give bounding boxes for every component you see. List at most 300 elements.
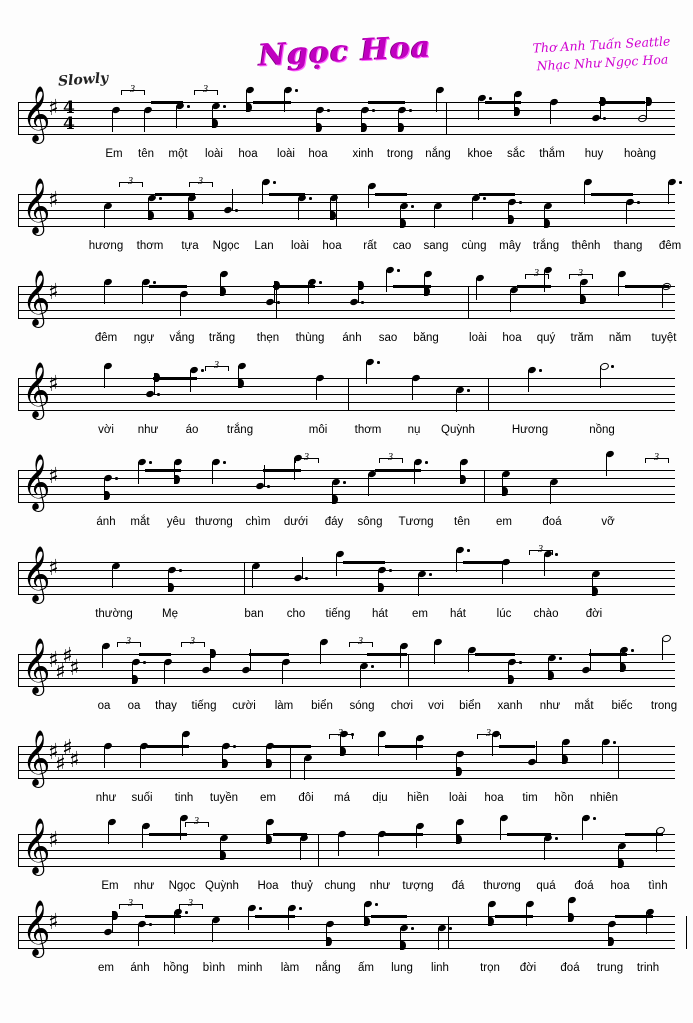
beam [368, 101, 405, 104]
staff-line [18, 594, 675, 595]
eighth-flag [618, 859, 624, 868]
augmentation-dot [377, 361, 380, 364]
note-stem [304, 758, 305, 780]
lyric-syllable: tim [522, 792, 538, 804]
lyric-syllable: hiền [407, 792, 429, 804]
note-stem [436, 90, 437, 112]
beam [475, 653, 515, 656]
eighth-flag [620, 663, 626, 672]
lyric-syllable: trăng [208, 332, 236, 344]
staff-system [18, 544, 675, 620]
beam [343, 561, 385, 564]
tuplet-marking: 3 [126, 636, 131, 647]
key-signature-sharp: ♯ [62, 736, 73, 761]
lyric-syllable: quá [536, 880, 556, 892]
lyric-syllable: Em [101, 880, 119, 892]
treble-clef-icon: 𝄞 [22, 454, 51, 510]
eighth-flag [220, 287, 226, 296]
augmentation-dot [157, 393, 160, 396]
augmentation-dot [555, 553, 558, 556]
key-signature-sharp: ♯ [48, 280, 59, 305]
augmentation-dot [389, 569, 392, 572]
treble-clef-icon: 𝄞 [22, 818, 51, 874]
note-stem [104, 282, 105, 304]
eighth-flag [148, 211, 154, 220]
augmentation-dot [425, 461, 428, 464]
staff [18, 816, 675, 874]
staff-line [18, 118, 675, 119]
key-signature-sharp: ♯ [48, 464, 59, 489]
note-stem [438, 928, 439, 950]
note-stem [144, 110, 145, 132]
augmentation-dot [309, 197, 312, 200]
staff-line [18, 578, 675, 579]
lyric-syllable: oa [127, 700, 141, 712]
lyric-line [18, 332, 675, 348]
note-stem [282, 662, 283, 684]
augmentation-dot [223, 461, 226, 464]
barline [448, 916, 449, 949]
lyric-syllable: Em [105, 148, 123, 160]
lyric-syllable: thang [613, 240, 643, 252]
lyric-syllable: hoa [610, 880, 630, 892]
staff-line [18, 842, 675, 843]
lyric-syllable: tình [648, 880, 668, 892]
staff-line [18, 486, 675, 487]
lyric-syllable: đá [451, 880, 465, 892]
beam [367, 653, 407, 656]
augmentation-dot [593, 817, 596, 820]
eighth-flag [246, 103, 252, 112]
eighth-flag [378, 583, 384, 592]
lyric-syllable: thơm [136, 240, 164, 252]
note-stem [316, 378, 317, 400]
lyric-syllable: vắng [169, 332, 195, 344]
eighth-flag [456, 767, 462, 776]
lyric-syllable: như [369, 880, 391, 892]
lyric-syllable: thơm [354, 424, 382, 436]
lyric-syllable: lúc [496, 608, 512, 620]
lyric-syllable: chơi [390, 700, 414, 712]
eighth-flag [332, 495, 338, 504]
lyric-syllable: trắng [532, 240, 560, 252]
note-stem [476, 278, 477, 300]
treble-clef-icon: 𝄞 [22, 362, 51, 418]
key-signature-sharp: ♯ [48, 648, 59, 673]
beam [149, 833, 187, 836]
beam [499, 745, 535, 748]
staff-line [18, 202, 675, 203]
eighth-flag [400, 219, 406, 228]
lyric-syllable: nắng [315, 962, 341, 974]
tuplet-marking: 3 [128, 176, 133, 187]
lyric-syllable: băng [413, 332, 439, 344]
lyric-syllable: mắt [574, 700, 594, 712]
note-stem [550, 102, 551, 124]
note-stem [626, 202, 627, 224]
lyric-syllable: thuỷ [291, 880, 313, 892]
key-signature-sharp: ♯ [48, 372, 59, 397]
augmentation-dot [259, 907, 262, 910]
lyric-syllable: Mẹ [162, 608, 178, 620]
lyric-syllable: trong [386, 148, 414, 160]
lyric-syllable: xanh [497, 700, 523, 712]
lyric-syllable: hoa [308, 148, 328, 160]
eighth-flag [361, 123, 367, 132]
tuplet-marking: 3 [338, 728, 343, 739]
augmentation-dot [555, 837, 558, 840]
eighth-flag [508, 215, 514, 224]
lyric-syllable: vời [98, 424, 114, 436]
staff-line [18, 924, 675, 925]
augmentation-dot [201, 369, 204, 372]
lyric-syllable: tuyệt [651, 332, 677, 344]
augmentation-dot [233, 745, 236, 748]
lyric-syllable: làm [274, 700, 294, 712]
augmentation-dot [539, 369, 542, 372]
lyric-syllable: năm [608, 332, 632, 344]
lyric-syllable: xinh [352, 148, 374, 160]
eighth-flag [358, 281, 364, 290]
augmentation-dot [613, 741, 616, 744]
augmentation-dot [411, 927, 414, 930]
augmentation-dot [679, 181, 682, 184]
eighth-flag [562, 755, 568, 764]
note-stem [550, 482, 551, 504]
tempo-marking: Slowly [57, 70, 109, 90]
eighth-flag [212, 119, 218, 128]
augmentation-dot [519, 201, 522, 204]
barline [484, 470, 485, 503]
eighth-flag [222, 759, 228, 768]
lyric-syllable: đêm [94, 332, 118, 344]
lyric-syllable: trong [650, 700, 678, 712]
lyric-syllable: sao [378, 332, 398, 344]
lyric-syllable: đời [519, 962, 537, 974]
augmentation-dot [299, 907, 302, 910]
lyric-line [18, 240, 682, 256]
augmentation-dot [449, 927, 452, 930]
tuplet-bracket [205, 366, 229, 371]
augmentation-dot [375, 903, 378, 906]
lyric-syllable: má [334, 792, 350, 804]
lyric-syllable: quý [536, 332, 556, 344]
eighth-flag [398, 123, 404, 132]
lyric-syllable: cười [232, 700, 256, 712]
barline [244, 562, 245, 595]
lyric-syllable: chung [324, 880, 356, 892]
staff-line [18, 494, 675, 495]
lyric-syllable: ánh [96, 516, 116, 528]
lyric-syllable: minh [237, 962, 263, 974]
note-stem [104, 206, 105, 228]
tuplet-bracket [181, 642, 205, 647]
lyric-syllable: biển [311, 700, 333, 712]
note-stem [528, 370, 529, 392]
tuplet-bracket [117, 642, 141, 647]
eighth-flag [364, 917, 370, 926]
beam [371, 915, 407, 918]
lyric-syllable: hoa [322, 240, 342, 252]
beam [625, 285, 669, 288]
note-stem [104, 366, 105, 388]
staff-line [18, 754, 675, 755]
note-stem [360, 666, 361, 688]
note-stem [584, 182, 585, 204]
lyric-syllable: Hương [511, 424, 549, 436]
note-stem [434, 206, 435, 228]
note-stem [412, 378, 413, 400]
note-stem [618, 274, 619, 296]
treble-clef-icon: 𝄞 [22, 546, 51, 602]
augmentation-dot [273, 181, 276, 184]
lyric-line [18, 700, 678, 716]
key-signature-sharp: ♯ [69, 748, 80, 773]
beam [385, 745, 423, 748]
note-stem [544, 838, 545, 860]
lyric-syllable: hồn [554, 792, 574, 804]
lyric-syllable: đời [585, 608, 603, 620]
eighth-flag [456, 835, 462, 844]
augmentation-dot [489, 97, 492, 100]
lyric-syllable: biếc [611, 700, 633, 712]
tuplet-bracket [349, 642, 373, 647]
tuplet-marking: 3 [486, 728, 491, 739]
note-stem [142, 282, 143, 304]
eighth-flag [400, 941, 406, 950]
credit-composer: Nhạc Như Ngọc Hoa [536, 51, 669, 74]
beam [255, 915, 295, 918]
barline [18, 102, 19, 135]
eighth-flag [424, 287, 430, 296]
staff-system [18, 268, 677, 344]
augmentation-dot [223, 105, 226, 108]
note-stem [112, 566, 113, 588]
note-stem [456, 550, 457, 572]
augmentation-dot [519, 661, 522, 664]
note-stem [582, 818, 583, 840]
staff-line [18, 294, 675, 295]
lyric-syllable: hoa [502, 332, 522, 344]
lyric-syllable: sóng [349, 700, 375, 712]
tuplet-marking: 3 [190, 636, 195, 647]
lyric-syllable: sắc [507, 148, 525, 160]
staff-line [18, 310, 675, 311]
time-signature [63, 100, 75, 132]
staff [18, 728, 675, 786]
augmentation-dot [267, 485, 270, 488]
staff-line [18, 134, 675, 135]
beam [625, 833, 663, 836]
note-stem [600, 366, 601, 388]
staff-line [18, 378, 675, 379]
note-stem [536, 741, 537, 763]
lyric-syllable: huy [584, 148, 604, 160]
lyric-syllable: sang [423, 240, 449, 252]
key-signature-sharp: ♯ [48, 828, 59, 853]
lyric-syllable: thường [95, 608, 133, 620]
augmentation-dot [149, 923, 152, 926]
lyric-syllable: nắng [425, 148, 451, 160]
key-signature-sharp: ♯ [48, 910, 59, 935]
time-signature-numerator: 4 [63, 98, 75, 118]
lyric-syllable: thắm [539, 148, 565, 160]
eighth-flag [514, 107, 520, 116]
lyric-syllable: thùng [295, 332, 325, 344]
augmentation-dot [483, 197, 486, 200]
lyric-syllable: loài [469, 332, 487, 344]
note-stem [248, 908, 249, 930]
lyric-line [18, 608, 675, 624]
note-stem [510, 290, 511, 312]
tuplet-bracket [119, 182, 143, 187]
beam [273, 833, 307, 836]
staff [18, 268, 675, 326]
lyric-syllable: bình [202, 962, 226, 974]
beam [269, 193, 305, 196]
tuplet-marking: 3 [388, 452, 393, 463]
lyric-syllable: áo [185, 424, 199, 436]
barline [290, 746, 291, 779]
staff-line [18, 402, 675, 403]
staff-line [18, 502, 675, 503]
note-stem [102, 646, 103, 668]
eighth-flag [168, 583, 174, 592]
tuplet-marking: 3 [198, 176, 203, 187]
beam [463, 561, 509, 564]
treble-clef-icon: 𝄞 [22, 178, 51, 234]
barline [18, 470, 19, 503]
lyric-syllable: trắng [226, 424, 254, 436]
augmentation-dot [429, 573, 432, 576]
augmentation-dot [409, 109, 412, 112]
lyric-syllable: như [137, 424, 159, 436]
beam [615, 915, 653, 918]
staff-line [18, 834, 675, 835]
augmentation-dot [559, 657, 562, 660]
staff-line [18, 940, 675, 941]
tuplet-marking: 3 [578, 268, 583, 279]
augmentation-dot [603, 117, 606, 120]
lyric-syllable: khoe [467, 148, 493, 160]
augmentation-dot [411, 205, 414, 208]
beam [375, 193, 407, 196]
key-signature-sharp: ♯ [48, 188, 59, 213]
lyric-syllable: dịu [372, 792, 388, 804]
beam [517, 285, 551, 288]
lyric-syllable: cao [392, 240, 412, 252]
eighth-flag [340, 747, 346, 756]
lyric-syllable: loài [205, 148, 223, 160]
eighth-flag [580, 295, 586, 304]
lyric-syllable: Quỳnh [205, 880, 239, 892]
staff [18, 84, 675, 142]
lyric-syllable: đoá [560, 962, 580, 974]
lyric-syllable: dưới [283, 516, 309, 528]
augmentation-dot [343, 481, 346, 484]
staff-line [18, 194, 675, 195]
lyric-syllable: Hoa [257, 880, 279, 892]
note-stem [500, 818, 501, 840]
lyric-syllable: oa [97, 700, 111, 712]
note-stem [414, 462, 415, 484]
beam [147, 745, 189, 748]
note-stem [298, 198, 299, 220]
barline [488, 378, 489, 411]
lyric-syllable: mây [499, 240, 521, 252]
tuplet-marking: 3 [214, 360, 219, 371]
beam [263, 469, 301, 472]
tuplet-bracket [119, 904, 143, 909]
note-stem [368, 186, 369, 208]
note-stem [190, 370, 191, 392]
lyric-syllable: như [133, 880, 155, 892]
barline [18, 654, 19, 687]
staff-line [18, 410, 675, 411]
note-stem [544, 554, 545, 576]
augmentation-dot [467, 389, 470, 392]
tuplet-marking: 3 [188, 898, 193, 909]
lyric-syllable: ngự [133, 332, 155, 344]
note-stem [416, 826, 417, 848]
lyric-syllable: như [539, 700, 561, 712]
staff-line [18, 210, 675, 211]
lyric-syllable: em [98, 962, 114, 974]
staff-line [18, 778, 675, 779]
lyric-syllable: trinh [636, 962, 660, 974]
lyric-syllable: yêu [166, 516, 186, 528]
tuplet-marking: 3 [654, 452, 659, 463]
lyric-syllable: hát [372, 608, 388, 620]
lyric-syllable: chìm [245, 516, 271, 528]
beam [591, 193, 633, 196]
augmentation-dot [397, 269, 400, 272]
lyric-syllable: đoá [542, 516, 562, 528]
treble-clef-icon: 𝄞 [22, 900, 51, 956]
staff-line [18, 932, 675, 933]
eighth-flag [266, 759, 272, 768]
augmentation-dot [631, 649, 634, 652]
lyric-syllable: ánh [130, 962, 150, 974]
lyric-syllable: nhiên [589, 792, 619, 804]
staff-line [18, 850, 675, 851]
tuplet-bracket [185, 822, 209, 827]
note-stem [320, 642, 321, 664]
lyric-syllable: em [260, 792, 276, 804]
staff-system [18, 176, 682, 252]
barline [408, 654, 409, 687]
key-signature-sharp: ♯ [55, 660, 66, 685]
beam [485, 101, 521, 104]
beam [145, 469, 181, 472]
augmentation-dot [115, 477, 118, 480]
lyric-syllable: Tương [398, 516, 434, 528]
augmentation-dot [372, 109, 375, 112]
eighth-flag [210, 649, 216, 658]
lyric-line [18, 962, 675, 978]
lyric-syllable: tên [454, 516, 470, 528]
note-stem [108, 822, 109, 844]
staff [18, 452, 675, 510]
beam [149, 285, 187, 288]
beam [375, 469, 421, 472]
staff-line [18, 570, 675, 571]
barline [468, 286, 469, 319]
beam [495, 915, 533, 918]
staff-line [18, 126, 675, 127]
beam [507, 833, 551, 836]
tuplet-bracket [379, 458, 403, 463]
